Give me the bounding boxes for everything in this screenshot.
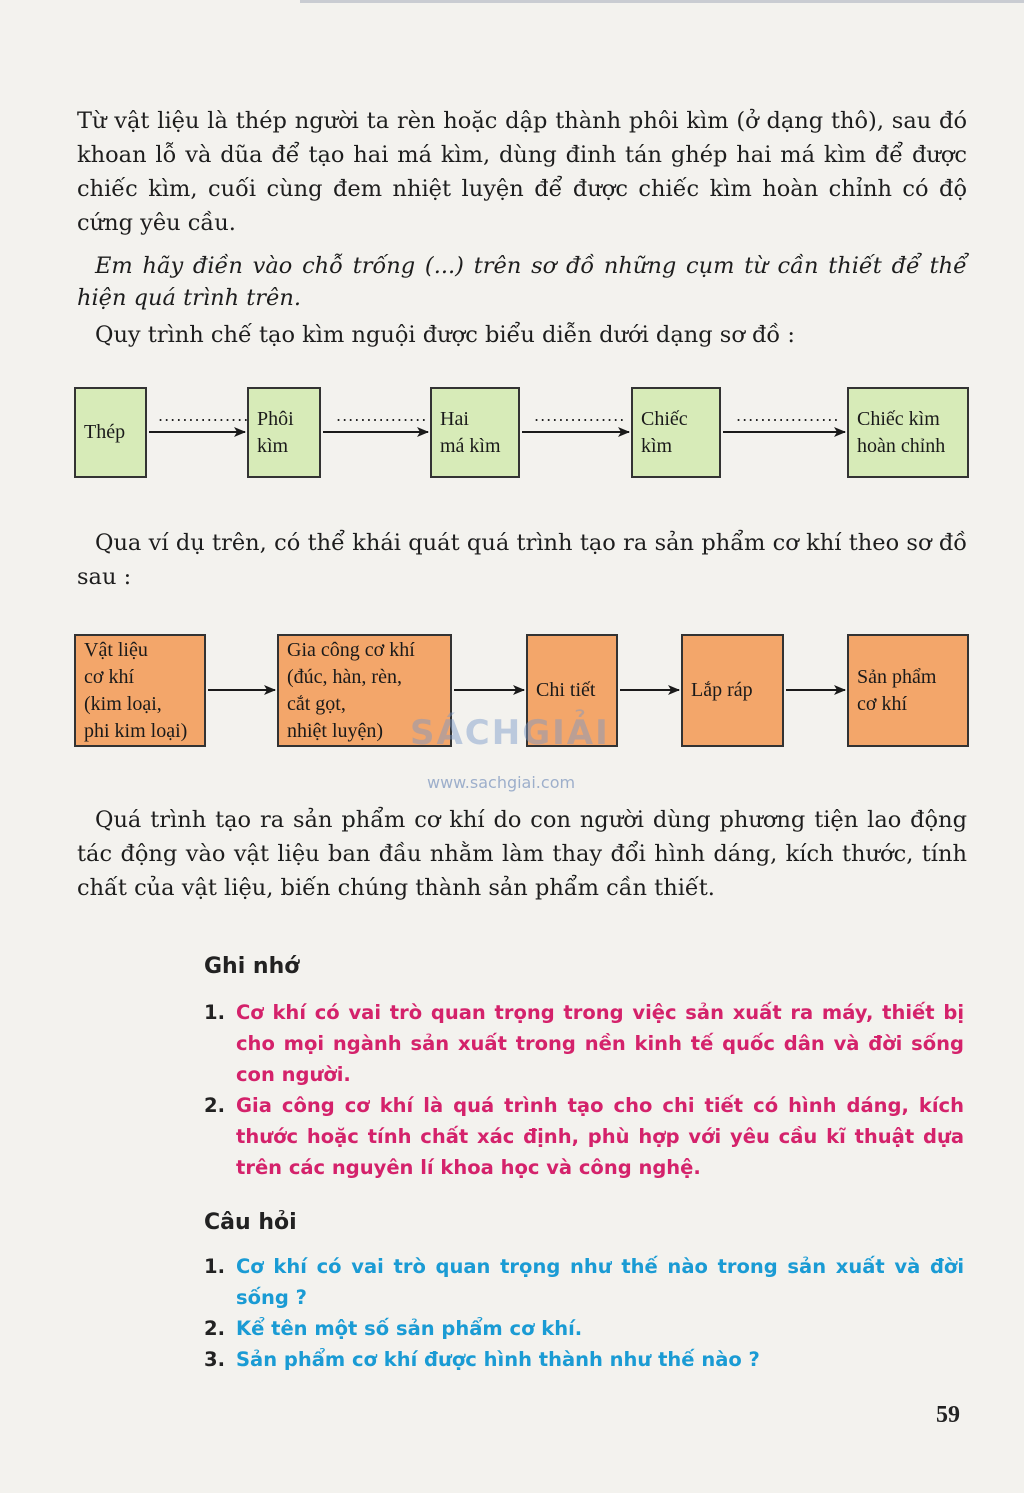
watermark-url: www.sachgiai.com <box>427 773 576 792</box>
cau-hoi-heading: Câu hỏi <box>204 1210 297 1235</box>
diagram2-box-chi-tiet: Chi tiết <box>526 634 618 747</box>
cau-hoi-item: 2. Kể tên một số sản phẩm cơ khí. <box>204 1317 583 1340</box>
diagram2-box-san-pham: Sản phẩm cơ khí <box>847 634 969 747</box>
diagram1-blank-3: ............... <box>534 406 626 425</box>
diagram1-caption: Quy trình chế tạo kìm nguội được biểu diễn dưới dạng sơ đồ : <box>95 322 795 348</box>
ghi-nho-heading: Ghi nhớ <box>204 954 300 979</box>
ghi-nho-list <box>204 997 964 1183</box>
intro-paragraph: Từ vật liệu là thép người ta rèn hoặc dập thành phôi kìm (ở dạng thô), sau đó khoan lỗ và dũa để tạo hai má kìm, dùng đinh tán ghép hai má kìm để được chiếc kìm, cuối cùng đem nhiệt luyện để được chiếc kìm hoàn chỉnh có độ cứng yêu cầu. <box>77 108 967 236</box>
diagram2-box-lap-rap: Lắp ráp <box>681 634 784 747</box>
diagram2-box-gia-cong: Gia công cơ khí (đúc, hàn, rèn, cắt gọt, nhiệt luyện) <box>277 634 452 747</box>
watermark-logo: SÁCHGIẢI <box>410 713 610 753</box>
summary-paragraph: Quá trình tạo ra sản phẩm cơ khí do con người dùng phương tiện lao động tác động vào vật liệu ban đầu nhằm làm thay đổi hình dáng, kích thước, tính chất của vật liệu, biến chúng thành sản phẩm cần thiết. <box>77 807 967 901</box>
instruction-paragraph: Em hãy điền vào chỗ trống (...) trên sơ đồ những cụm từ cần thiết để thể hiện quá trình trên. <box>77 253 967 311</box>
diagram1-box-hai-ma-kim: Hai má kìm <box>430 387 520 478</box>
diagram1-box-thep: Thép <box>74 387 147 478</box>
diagram2-box-vat-lieu: Vật liệu cơ khí (kim loại, phi kim loại) <box>74 634 206 747</box>
diagram1-box-chiec-kim-hoan-chinh: Chiếc kìm hoàn chỉnh <box>847 387 969 478</box>
ghi-nho-item: 2. Gia công cơ khí là quá trình tạo cho chi tiết có hình dáng, kích thước hoặc tính chất xác định, phù hợp với yêu cầu kĩ thuật dựa trên các nguyên lí khoa học và công nghệ. <box>204 1094 964 1179</box>
diagram1-box-chiec-kim: Chiếc kìm <box>631 387 721 478</box>
diagram1-blank-4: ................. <box>736 406 840 425</box>
cau-hoi-item: 3. Sản phẩm cơ khí được hình thành như thế nào ? <box>204 1348 760 1371</box>
cau-hoi-item: 1. Cơ khí có vai trò quan trọng như thế nào trong sản xuất và đời sống ? <box>204 1255 964 1309</box>
cau-hoi-list <box>204 1251 964 1375</box>
diagram1-blank-1: ............... <box>158 406 250 425</box>
diagram1-blank-2: ............... <box>336 406 428 425</box>
diagram1-box-phoi-kim: Phôi kìm <box>247 387 321 478</box>
ghi-nho-item: 1. Cơ khí có vai trò quan trọng trong việc sản xuất ra máy, thiết bị cho mọi ngành sản xuất trong nền kinh tế quốc dân và đời sống con người. <box>204 1001 964 1086</box>
page-number: 59 <box>936 1402 960 1428</box>
diagram2-caption: Qua ví dụ trên, có thể khái quát quá trình tạo ra sản phẩm cơ khí theo sơ đồ sau : <box>77 530 967 590</box>
